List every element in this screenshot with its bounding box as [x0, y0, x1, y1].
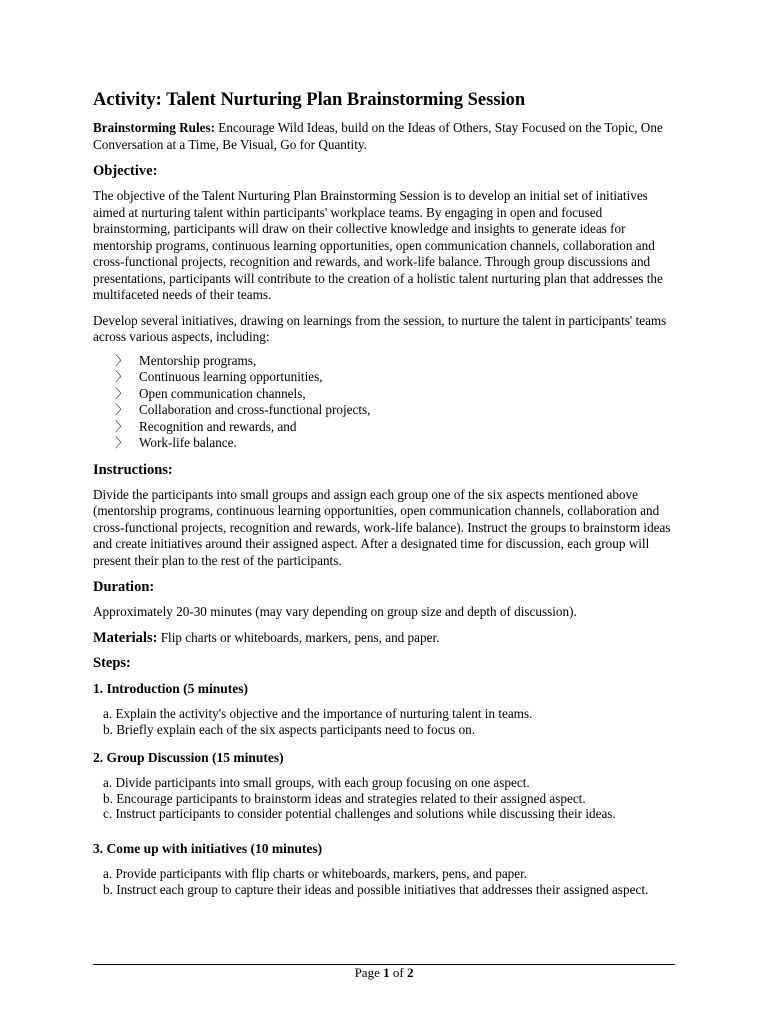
- list-item: 〉 Recognition and rewards, and: [115, 418, 297, 434]
- bullet-marker: 〉: [115, 369, 129, 384]
- step-1-title: 1. Introduction (5 minutes): [93, 681, 249, 696]
- materials-label: Materials:: [93, 629, 158, 646]
- duration-heading: Duration:: [93, 579, 155, 595]
- list-item: b. Briefly explain each of the six aspects participants need to focus on.: [103, 721, 476, 737]
- bullet-marker: 〉: [115, 435, 129, 450]
- list-item: 〉 Open communication channels,: [115, 385, 306, 401]
- list-item: 〉 Continuous learning opportunities,: [115, 369, 323, 384]
- rules-label: Brainstorming Rules:: [93, 120, 215, 135]
- document-title: Activity: Talent Nurturing Plan Brainstorming Session: [93, 90, 526, 110]
- materials: [93, 630, 677, 647]
- list-item: 〉 Mentorship programs,: [115, 352, 257, 368]
- bullet-marker: 〉: [115, 385, 129, 401]
- page-content: [93, 89, 677, 909]
- step-1-items: [103, 706, 677, 737]
- brainstorming-rules: [93, 120, 677, 153]
- list-item: 〉 Collaboration and cross-functional projects,: [115, 402, 371, 417]
- footer-current-page: 1: [383, 965, 390, 980]
- list-item: a. Divide participants into small groups, with each group focusing on one aspect.: [103, 775, 530, 791]
- footer-of-word: of: [392, 965, 404, 980]
- footer-total-pages: 2: [406, 965, 414, 980]
- list-item: b. Encourage participants to brainstorm ideas and strategies related to their assigned aspect.: [103, 790, 586, 806]
- steps-heading: Steps:: [93, 655, 131, 671]
- duration-text: Approximately 20-30 minutes (may vary depending on group size and depth of discussion).: [93, 604, 577, 619]
- materials-text: Flip charts or whiteboards, markers, pens, and paper.: [160, 629, 440, 645]
- instructions-heading: Instructions:: [93, 461, 173, 478]
- objective-paragraph-1: The objective of the Talent Nurturing Plan Brainstorming Session is to develop an initial set of initiatives aimed at nurturing talent within participants' workplace teams. By engaging in open and focused brainstorming, participants will draw on their collective knowledge and insights to generate ideas for mentorship programs, continuous learning opportunities, open communication channels, collaboration and cross-functional projects, recognition and rewards, and work-life balance. Through group discussions and presentations, participants will contribute to the creation of a holistic talent nurturing plan that addresses the multifaceted needs of their teams.: [93, 188, 663, 302]
- rules-text: Encourage Wild Ideas, build on the Ideas of Others, Stay Focused on the Topic, One Conversation at a Time, Be Visual, Go for Quantity.: [93, 120, 663, 152]
- instructions-text: Divide the participants into small groups and assign each group one of the six aspects mentioned above (mentorship programs, continuous learning opportunities, open communication channels, collaboration and cross-functional projects, recognition and rewards, work-life balance). Instruct the groups to brainstorm ideas and create initiatives around their assigned aspect. After a designated time for discussion, each group will present their plan to the rest of the participants.: [93, 486, 671, 568]
- list-item: b. Instruct each group to capture their ideas and possible initiatives that addresses their assigned aspect.: [103, 881, 649, 897]
- page-footer: [93, 965, 675, 981]
- objective-heading: Objective:: [93, 163, 158, 179]
- footer-page-word: Page: [354, 965, 380, 980]
- bullet-marker: 〉: [115, 418, 129, 434]
- list-item: c. Instruct participants to consider potential challenges and solutions while discussing their ideas.: [103, 806, 616, 822]
- bullet-marker: 〉: [115, 402, 129, 417]
- aspects-list: [93, 353, 677, 452]
- list-item: a. Provide participants with flip charts or whiteboards, markers, pens, and paper.: [103, 865, 528, 881]
- step-3-title: 3. Come up with initiatives (10 minutes): [93, 840, 323, 856]
- list-item: a. Explain the activity's objective and the importance of nurturing talent in teams.: [103, 706, 533, 721]
- objective-paragraph-2: Develop several initiatives, drawing on learnings from the session, to nurture the talent in participants' teams across various aspects, including:: [93, 312, 667, 344]
- bullet-marker: 〉: [115, 352, 129, 368]
- step-3-items: [103, 866, 677, 897]
- step-2-title: 2. Group Discussion (15 minutes): [93, 750, 284, 766]
- list-item: 〉 Work-life balance.: [115, 435, 237, 450]
- step-2-items: [103, 775, 677, 822]
